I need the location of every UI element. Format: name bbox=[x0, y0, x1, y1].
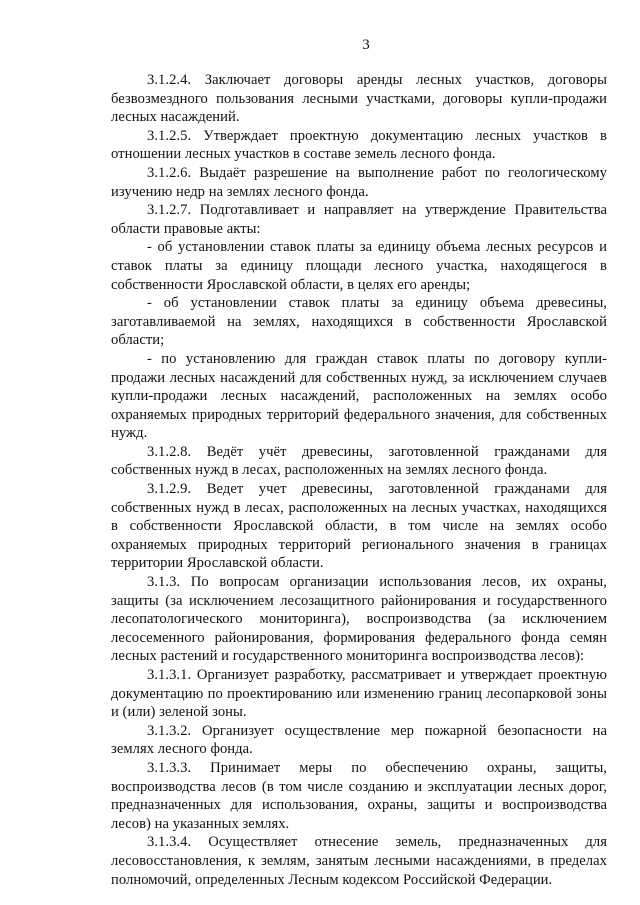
bullet-item: - по установлению для граждан ставок платы по договору купли-продажи лесных насаждений для собственных нужд, за исключением случаев купли-продажи лесных насаждений, расположенных на землях особо охраняемых природных территорий федерального значения, для собственных нужд. bbox=[111, 350, 607, 442]
paragraph-3-1-2-4: 3.1.2.4. Заключает договоры аренды лесных участков, договоры безвозмездного пользования лесными участками, договоры купли-продажи лесных насаждений. bbox=[111, 72, 607, 126]
paragraph-3-1-2-9: 3.1.2.9. Ведет учет древесины, заготовленной гражданами для собственных нужд в лесах, расположенных на лесных участках, находящихся в собственности Ярославской области, в том числе на землях особо охраняемых природных территорий регионального значения в границах территории Ярославской области. bbox=[111, 481, 607, 572]
bullet-item: - об установлении ставок платы за единицу объема древесины, заготавливаемой на землях, находящихся в собственности Ярославской области; bbox=[111, 295, 607, 349]
paragraph-3-1-2-7: 3.1.2.7. Подготавливает и направляет на утверждение Правительства области правовые акты: bbox=[111, 202, 607, 237]
bullet-item: - об установлении ставок платы за единицу объема лесных ресурсов и ставок платы за единицу площади лесного участка, находящегося в собственности Ярославской области, в целях его аренды; bbox=[111, 239, 607, 293]
paragraph-3-1-3-4: 3.1.3.4. Осуществляет отнесение земель, предназначенных для лесовосстановления, к землям, занятым лесными насаждениями, в пределах полномочий, определенных Лесным кодексом Российской Федерации. bbox=[111, 834, 607, 888]
paragraph-3-1-3-1: 3.1.3.1. Организует разработку, рассматривает и утверждает проектную документацию по проектированию или изменению границ лесопарковой зоны и (или) зеленой зоны. bbox=[111, 667, 607, 721]
paragraph-3-1-3: 3.1.3. По вопросам организации использования лесов, их охраны, защиты (за исключением лесозащитного районирования и государственного лесопатологического мониторинга), воспроизводства (за исключением лесосеменного районирования, формирования федерального фонда семян лесных растений и государственного мониторинга воспроизводства лесов): bbox=[111, 574, 607, 665]
paragraph-3-1-2-8: 3.1.2.8. Ведёт учёт древесины, заготовленной гражданами для собственных нужд в лесах, расположенных на землях лесного фонда. bbox=[111, 443, 607, 479]
paragraph-3-1-3-2: 3.1.3.2. Организует осуществление мер пожарной безопасности на землях лесного фонда. bbox=[111, 722, 607, 758]
paragraph-3-1-2-5: 3.1.2.5. Утверждает проектную документацию лесных участков в отношении лесных участков в составе земель лесного фонда. bbox=[111, 127, 607, 163]
paragraph-3-1-2-6: 3.1.2.6. Выдаёт разрешение на выполнение работ по геологическому изучению недр на землях лесного фонда. bbox=[111, 164, 607, 200]
page-number: 3 bbox=[362, 37, 370, 53]
paragraph-3-1-3-3: 3.1.3.3. Принимает меры по обеспечению охраны, защиты, воспроизводства лесов (в том числе созданию и эксплуатации лесных дорог, предназначенных для использования, охраны, защиты и воспроизводства лесов) на указанных землях. bbox=[111, 759, 607, 832]
